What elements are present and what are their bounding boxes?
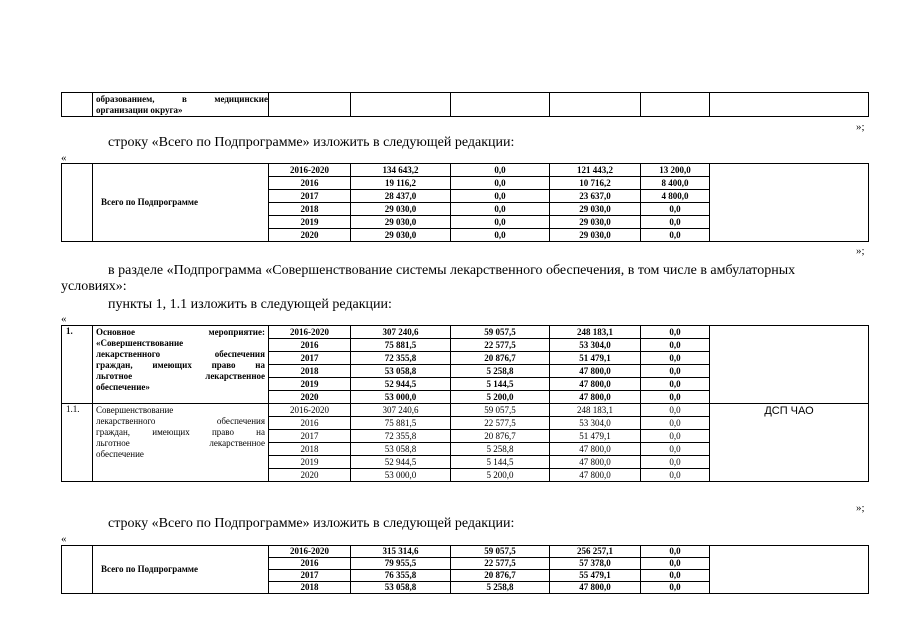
other-cell: 0,0 (641, 430, 710, 443)
year-cell: 2016 (269, 177, 351, 190)
federal-cell: 22 577,5 (451, 417, 550, 430)
item-name-line: Совершенствование (96, 405, 174, 415)
federal-cell: 0,0 (451, 203, 550, 216)
year-cell: 2018 (269, 443, 351, 456)
year-cell: 2020 (269, 391, 351, 404)
regional-cell: 47 800,0 (550, 365, 641, 378)
table-total-1 (61, 163, 869, 242)
table-row-label: Всего по Подпрограмме (93, 546, 269, 594)
table-total-2 (61, 545, 869, 594)
close-quote: »; (856, 121, 865, 133)
regional-cell: 53 304,0 (550, 339, 641, 352)
year-cell: 2020 (269, 229, 351, 242)
cell-empty (710, 164, 869, 242)
total-cell: 75 881,5 (351, 417, 451, 430)
other-cell: 13 200,0 (641, 164, 710, 177)
table-row (62, 164, 869, 177)
paragraph-section: в разделе «Подпрограмма «Совершенствование системы лекарственного обеспечения, в том числе в амбулаторных (108, 263, 796, 278)
total-cell: 307 240,6 (351, 326, 451, 339)
regional-cell: 248 183,1 (550, 404, 641, 417)
federal-cell: 22 577,5 (451, 339, 550, 352)
other-cell: 0,0 (641, 404, 710, 417)
open-quote: « (61, 533, 67, 545)
other-cell: 0,0 (641, 339, 710, 352)
year-cell: 2019 (269, 378, 351, 391)
item-name-line: льготное лекарственное (96, 438, 265, 448)
other-cell: 0,0 (641, 417, 710, 430)
federal-cell: 20 876,7 (451, 570, 550, 582)
year-cell: 2018 (269, 365, 351, 378)
federal-cell: 59 057,5 (451, 546, 550, 558)
year-cell: 2016-2020 (269, 546, 351, 558)
table-row-label (93, 93, 269, 117)
regional-cell: 51 479,1 (550, 352, 641, 365)
regional-cell: 29 030,0 (550, 203, 641, 216)
federal-cell: 22 577,5 (451, 558, 550, 570)
table-row (62, 326, 869, 339)
regional-cell: 29 030,0 (550, 216, 641, 229)
regional-cell: 47 800,0 (550, 469, 641, 482)
label-line: образованием, в медицинские (96, 93, 268, 104)
cell-empty (550, 93, 641, 117)
regional-cell: 47 800,0 (550, 582, 641, 594)
paragraph-instruction-2: строку «Всего по Подпрограмме» изложить в следующей редакции: (108, 516, 515, 531)
close-quote: »; (856, 245, 865, 257)
federal-cell: 0,0 (451, 229, 550, 242)
total-cell: 52 944,5 (351, 378, 451, 391)
total-cell: 53 058,8 (351, 365, 451, 378)
other-cell: 0,0 (641, 203, 710, 216)
federal-cell: 5 258,8 (451, 365, 550, 378)
cell-empty (62, 164, 93, 242)
cell-empty (710, 93, 869, 117)
other-cell: 0,0 (641, 216, 710, 229)
other-cell: 0,0 (641, 378, 710, 391)
total-cell: 75 881,5 (351, 339, 451, 352)
item-name-line: обеспечение (96, 449, 144, 459)
other-cell: 0,0 (641, 456, 710, 469)
federal-cell: 59 057,5 (451, 326, 550, 339)
paragraph-points: пункты 1, 1.1 изложить в следующей редакции: (108, 297, 392, 312)
total-cell: 28 437,0 (351, 190, 451, 203)
federal-cell: 20 876,7 (451, 430, 550, 443)
regional-cell: 256 257,1 (550, 546, 641, 558)
other-cell: 0,0 (641, 352, 710, 365)
total-cell: 29 030,0 (351, 203, 451, 216)
executor-cell (710, 326, 869, 404)
year-cell: 2016 (269, 558, 351, 570)
other-cell: 0,0 (641, 365, 710, 378)
other-cell: 4 800,0 (641, 190, 710, 203)
item-name-line: лекарственного обеспечения (96, 416, 265, 426)
regional-cell: 23 637,0 (550, 190, 641, 203)
federal-cell: 0,0 (451, 177, 550, 190)
total-cell: 53 058,8 (351, 582, 451, 594)
total-cell: 72 355,8 (351, 352, 451, 365)
open-quote: « (61, 152, 67, 164)
total-cell: 72 355,8 (351, 430, 451, 443)
cell-empty (351, 93, 451, 117)
total-cell: 134 643,2 (351, 164, 451, 177)
regional-cell: 47 800,0 (550, 443, 641, 456)
cell-empty (451, 93, 550, 117)
year-cell: 2018 (269, 582, 351, 594)
federal-cell: 5 258,8 (451, 443, 550, 456)
item-name-line: обеспечение» (96, 382, 150, 392)
total-cell: 29 030,0 (351, 216, 451, 229)
regional-cell: 55 479,1 (550, 570, 641, 582)
total-cell: 53 058,8 (351, 443, 451, 456)
other-cell: 0,0 (641, 391, 710, 404)
table-points (61, 325, 869, 482)
item-name-line: лекарственного обеспечения (96, 349, 265, 359)
regional-cell: 47 800,0 (550, 456, 641, 469)
year-cell: 2018 (269, 203, 351, 216)
item-name-line: граждан, имеющих право на (96, 427, 265, 437)
cell-empty (710, 546, 869, 594)
federal-cell: 0,0 (451, 190, 550, 203)
item-name (93, 326, 269, 404)
federal-cell: 5 200,0 (451, 469, 550, 482)
close-quote: »; (856, 502, 865, 514)
cell-empty (62, 93, 93, 117)
total-cell: 53 000,0 (351, 469, 451, 482)
cell-empty (269, 93, 351, 117)
total-cell: 315 314,6 (351, 546, 451, 558)
federal-cell: 59 057,5 (451, 404, 550, 417)
year-cell: 2019 (269, 216, 351, 229)
table-row-label: Всего по Подпрограмме (93, 164, 269, 242)
federal-cell: 5 144,5 (451, 456, 550, 469)
federal-cell: 0,0 (451, 216, 550, 229)
cell-empty (641, 93, 710, 117)
year-cell: 2019 (269, 456, 351, 469)
table-row (62, 546, 869, 558)
other-cell: 0,0 (641, 469, 710, 482)
federal-cell: 5 200,0 (451, 391, 550, 404)
item-name (93, 404, 269, 482)
regional-cell: 53 304,0 (550, 417, 641, 430)
year-cell: 2016 (269, 339, 351, 352)
year-cell: 2016-2020 (269, 404, 351, 417)
item-number: 1.1. (62, 404, 93, 482)
label-line: организации округа» (96, 104, 183, 115)
regional-cell: 10 716,2 (550, 177, 641, 190)
year-cell: 2017 (269, 190, 351, 203)
year-cell: 2017 (269, 352, 351, 365)
year-cell: 2020 (269, 469, 351, 482)
total-cell: 52 944,5 (351, 456, 451, 469)
regional-cell: 57 378,0 (550, 558, 641, 570)
regional-cell: 47 800,0 (550, 391, 641, 404)
total-cell: 19 116,2 (351, 177, 451, 190)
other-cell: 8 400,0 (641, 177, 710, 190)
total-cell: 53 000,0 (351, 391, 451, 404)
table-fragment-top (61, 92, 869, 117)
year-cell: 2016-2020 (269, 164, 351, 177)
executor-cell: ДСП ЧАО (710, 404, 869, 482)
federal-cell: 0,0 (451, 164, 550, 177)
item-name-line: Основное мероприятие: (96, 327, 265, 337)
paragraph-instruction: строку «Всего по Подпрограмме» изложить в следующей редакции: (108, 135, 515, 150)
federal-cell: 20 876,7 (451, 352, 550, 365)
item-name-line: граждан, имеющих право на (96, 360, 265, 370)
item-name-line: «Совершенствование (96, 338, 184, 348)
other-cell: 0,0 (641, 582, 710, 594)
other-cell: 0,0 (641, 326, 710, 339)
open-quote: « (61, 313, 67, 325)
table-row (62, 404, 869, 417)
other-cell: 0,0 (641, 546, 710, 558)
year-cell: 2017 (269, 570, 351, 582)
federal-cell: 5 258,8 (451, 582, 550, 594)
other-cell: 0,0 (641, 570, 710, 582)
year-cell: 2017 (269, 430, 351, 443)
item-number: 1. (62, 326, 93, 404)
regional-cell: 29 030,0 (550, 229, 641, 242)
regional-cell: 121 443,2 (550, 164, 641, 177)
item-name-line: льготное лекарственное (96, 371, 265, 381)
other-cell: 0,0 (641, 443, 710, 456)
federal-cell: 5 144,5 (451, 378, 550, 391)
regional-cell: 51 479,1 (550, 430, 641, 443)
total-cell: 29 030,0 (351, 229, 451, 242)
other-cell: 0,0 (641, 558, 710, 570)
total-cell: 76 355,8 (351, 570, 451, 582)
total-cell: 79 955,5 (351, 558, 451, 570)
cell-empty (62, 546, 93, 594)
other-cell: 0,0 (641, 229, 710, 242)
regional-cell: 248 183,1 (550, 326, 641, 339)
year-cell: 2016 (269, 417, 351, 430)
total-cell: 307 240,6 (351, 404, 451, 417)
year-cell: 2016-2020 (269, 326, 351, 339)
paragraph-section-cont: условиях»: (61, 279, 127, 294)
regional-cell: 47 800,0 (550, 378, 641, 391)
